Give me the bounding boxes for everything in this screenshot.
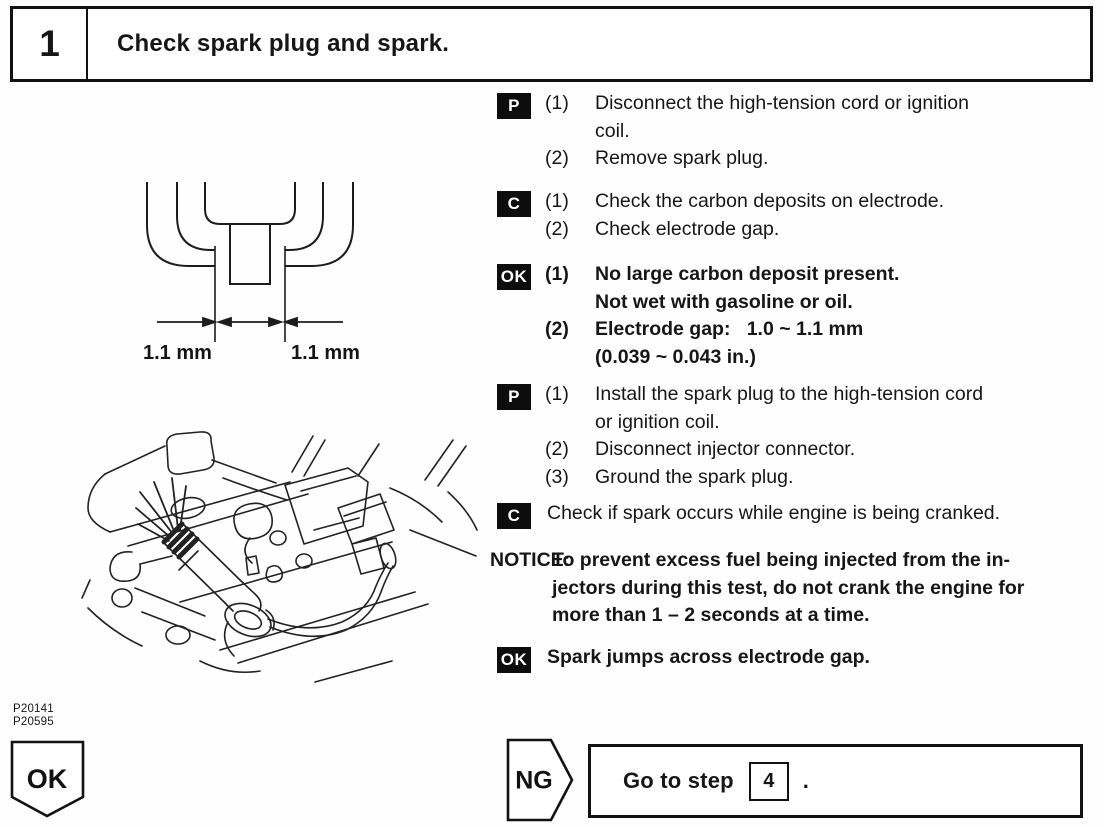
prepare-badge: P bbox=[497, 384, 531, 410]
step-number: 1 bbox=[13, 9, 88, 79]
procedure-line: (0.039 ~ 0.043 in.) bbox=[595, 345, 756, 368]
item-number: (1) bbox=[545, 190, 569, 212]
dimension-arrows bbox=[157, 318, 343, 326]
notice-line: To prevent excess fuel being injected from the in- bbox=[552, 549, 1010, 571]
procedure-block-ok-2 bbox=[490, 644, 1098, 674]
photo-code-1: P20141 bbox=[13, 703, 54, 715]
photo-codes bbox=[13, 703, 54, 728]
item-number: (2) bbox=[545, 217, 569, 240]
notice-line: more than 1 – 2 seconds at a time. bbox=[552, 604, 870, 626]
procedure-block-prepare-1 bbox=[490, 90, 1098, 174]
procedure-line: Disconnect the high-tension cord or ignition bbox=[595, 92, 969, 114]
gap-label-left: 1.1 mm bbox=[143, 342, 212, 364]
item-number: (2) bbox=[545, 318, 569, 340]
check-badge: C bbox=[497, 191, 531, 217]
ng-flag-label: NG bbox=[515, 766, 553, 795]
item-number: (2) bbox=[545, 147, 569, 169]
procedure-line: Check the carbon deposits on electrode. bbox=[595, 190, 945, 212]
procedure-line: or ignition coil. bbox=[595, 410, 720, 433]
ok-flag-label: OK bbox=[26, 764, 68, 795]
ok-badge: OK bbox=[497, 264, 531, 290]
page-title: Check spark plug and spark. bbox=[117, 30, 450, 57]
photo-code-2: P20595 bbox=[13, 715, 54, 728]
goto-step-period: . bbox=[802, 768, 809, 793]
center-electrode bbox=[230, 224, 270, 284]
goto-step-text: Go to step bbox=[623, 768, 734, 793]
procedure-line: Spark jumps across electrode gap. bbox=[547, 646, 870, 668]
procedure-line: Electrode gap: 1.0 ~ 1.1 mm bbox=[595, 318, 864, 340]
item-number: (2) bbox=[545, 438, 569, 460]
center-insulator bbox=[205, 182, 295, 224]
procedure-line: Ground the spark plug. bbox=[595, 465, 794, 488]
engine-ground-spark-plug-figure bbox=[80, 430, 480, 695]
gap-label-right: 1.1 mm bbox=[291, 342, 360, 364]
item-number: (1) bbox=[545, 383, 569, 405]
ok-result-flag bbox=[10, 740, 88, 820]
left-inner-shell bbox=[177, 182, 215, 250]
procedure-block-check-1 bbox=[490, 188, 1098, 244]
ok-badge: OK bbox=[497, 647, 531, 673]
procedure-block-check-2 bbox=[490, 500, 1098, 530]
step-header bbox=[10, 6, 1093, 82]
ng-result-flag bbox=[506, 738, 576, 822]
procedure-line: Remove spark plug. bbox=[595, 147, 769, 169]
spark-plug-gap-figure bbox=[135, 172, 365, 367]
procedure-line: Not wet with gasoline or oil. bbox=[595, 290, 853, 313]
procedure-block-ok-1 bbox=[490, 261, 1098, 373]
procedure-block-notice bbox=[490, 547, 1098, 631]
item-number: (1) bbox=[545, 92, 569, 114]
procedure-line: Disconnect injector connector. bbox=[595, 438, 856, 460]
procedure-line: Check if spark occurs while engine is being cranked. bbox=[547, 502, 1001, 524]
procedure-line: Check electrode gap. bbox=[595, 217, 780, 240]
check-badge: C bbox=[497, 503, 531, 529]
procedure-line: Install the spark plug to the high-tension cord bbox=[595, 383, 984, 405]
goto-step-number: 4 bbox=[749, 762, 789, 801]
right-inner-shell bbox=[285, 182, 323, 250]
prepare-badge: P bbox=[497, 93, 531, 119]
notice-label: NOTICE: bbox=[490, 549, 571, 571]
procedure-line: No large carbon deposit present. bbox=[595, 263, 900, 285]
procedure-line: coil. bbox=[595, 119, 630, 142]
procedure-block-prepare-2 bbox=[490, 381, 1098, 493]
goto-step-box bbox=[588, 744, 1083, 818]
item-number: (1) bbox=[545, 263, 569, 285]
notice-line: jectors during this test, do not crank the engine for bbox=[552, 576, 1025, 599]
item-number: (3) bbox=[545, 465, 569, 488]
